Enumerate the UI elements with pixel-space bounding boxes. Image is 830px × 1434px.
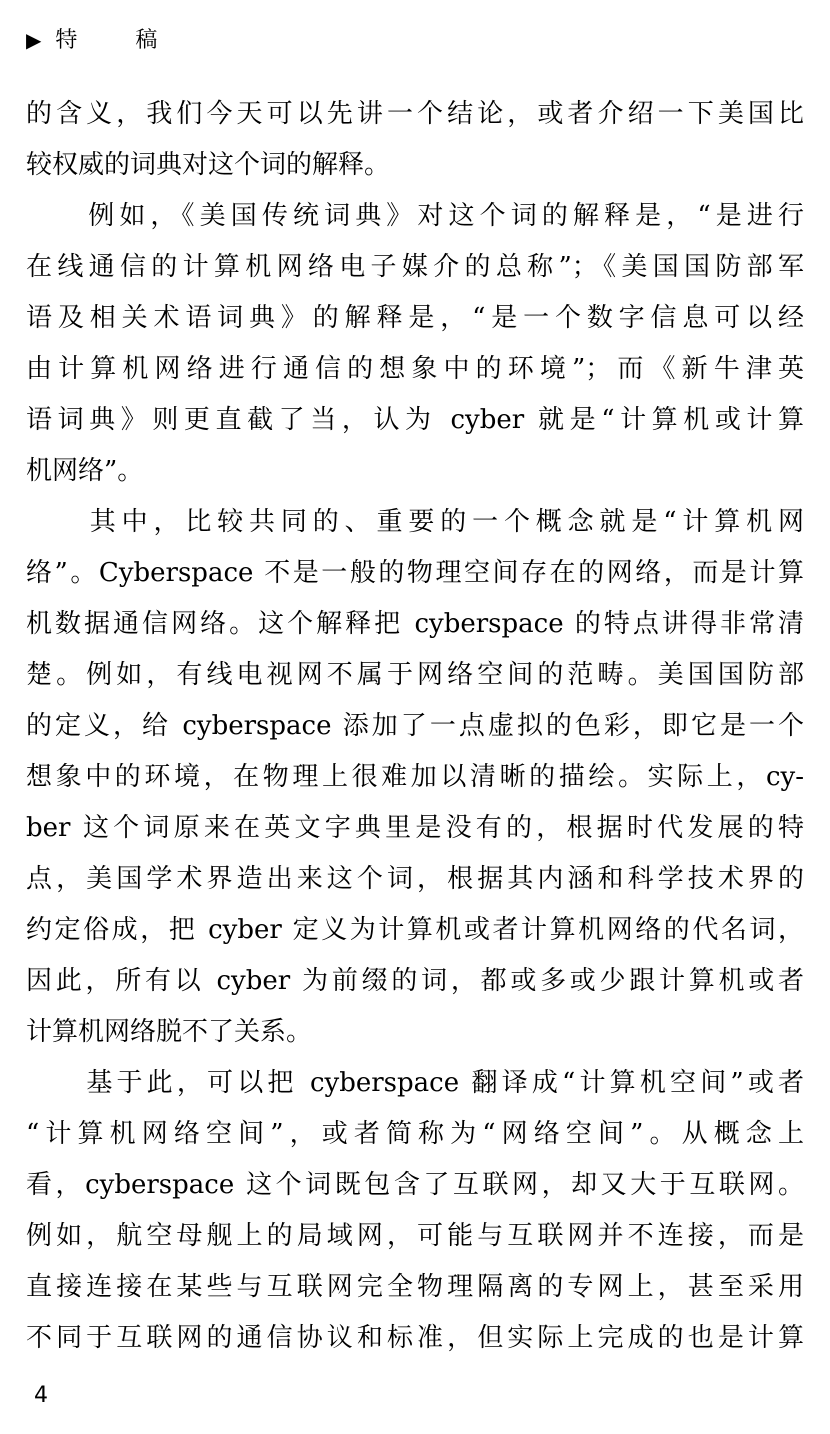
page-number: 4 xyxy=(34,1383,48,1408)
text-line: 直接连接在某些与互联网完全物理隔离的专网上，甚至采用 xyxy=(26,1272,804,1302)
text-line: “计算机网络空间”，或者简称为“网络空间”。从概念上 xyxy=(26,1119,804,1149)
text-line: 语及相关术语词典》的解释是，“是一个数字信息可以经 xyxy=(26,303,804,333)
text-line: 的含义，我们今天可以先讲一个结论，或者介绍一下美国比 xyxy=(26,99,804,129)
text-line: 楚。例如，有线电视网不属于网络空间的范畴。美国国防部 xyxy=(26,660,804,690)
text-line: 例如，《美国传统词典》对这个词的解释是，“是进行 xyxy=(26,201,804,231)
text-line: 络”。Cyberspace 不是一般的物理空间存在的网络，而是计算 xyxy=(26,558,804,588)
section-title: 特稿 xyxy=(55,28,216,53)
running-header xyxy=(26,22,215,58)
text-line: 计算机网络脱不了关系。 xyxy=(26,1017,313,1047)
text-line: ber 这个词原来在英文字典里是没有的，根据时代发展的特 xyxy=(26,813,804,843)
text-line: 机数据通信网络。这个解释把 cyberspace 的特点讲得非常清 xyxy=(26,609,804,639)
article-body xyxy=(26,89,804,1364)
text-line: 在线通信的计算机网络电子媒介的总称”；《美国国防部军 xyxy=(26,252,804,282)
text-line: 的定义，给 cyberspace 添加了一点虚拟的色彩，即它是一个 xyxy=(26,711,804,741)
text-line: 想象中的环境，在物理上很难加以清晰的描绘。实际上，cy- xyxy=(26,762,804,792)
text-line: 基于此，可以把 cyberspace 翻译成“计算机空间”或者 xyxy=(26,1068,804,1098)
text-line: 语词典》则更直截了当，认为 cyber 就是“计算机或计算 xyxy=(26,405,804,435)
text-line: 其中，比较共同的、重要的一个概念就是“计算机网 xyxy=(26,507,804,537)
text-line: 点，美国学术界造出来这个词，根据其内涵和科学技术界的 xyxy=(26,864,804,894)
text-line: 不同于互联网的通信协议和标准，但实际上完成的也是计算 xyxy=(26,1323,804,1353)
text-line: 由计算机网络进行通信的想象中的环境”；而《新牛津英 xyxy=(26,354,804,384)
text-line: 看，cyberspace 这个词既包含了互联网，却又大于互联网。 xyxy=(26,1170,804,1200)
text-line: 约定俗成，把 cyber 定义为计算机或者计算机网络的代名词， xyxy=(26,915,804,945)
text-line: 机网络”。 xyxy=(26,456,144,486)
triangle-marker-icon: ▶ xyxy=(26,28,42,52)
text-line: 因此，所有以 cyber 为前缀的词，都或多或少跟计算机或者 xyxy=(26,966,804,996)
text-line: 较权威的词典对这个词的解释。 xyxy=(26,150,391,180)
text-line: 例如，航空母舰上的局域网，可能与互联网并不连接，而是 xyxy=(26,1221,804,1251)
